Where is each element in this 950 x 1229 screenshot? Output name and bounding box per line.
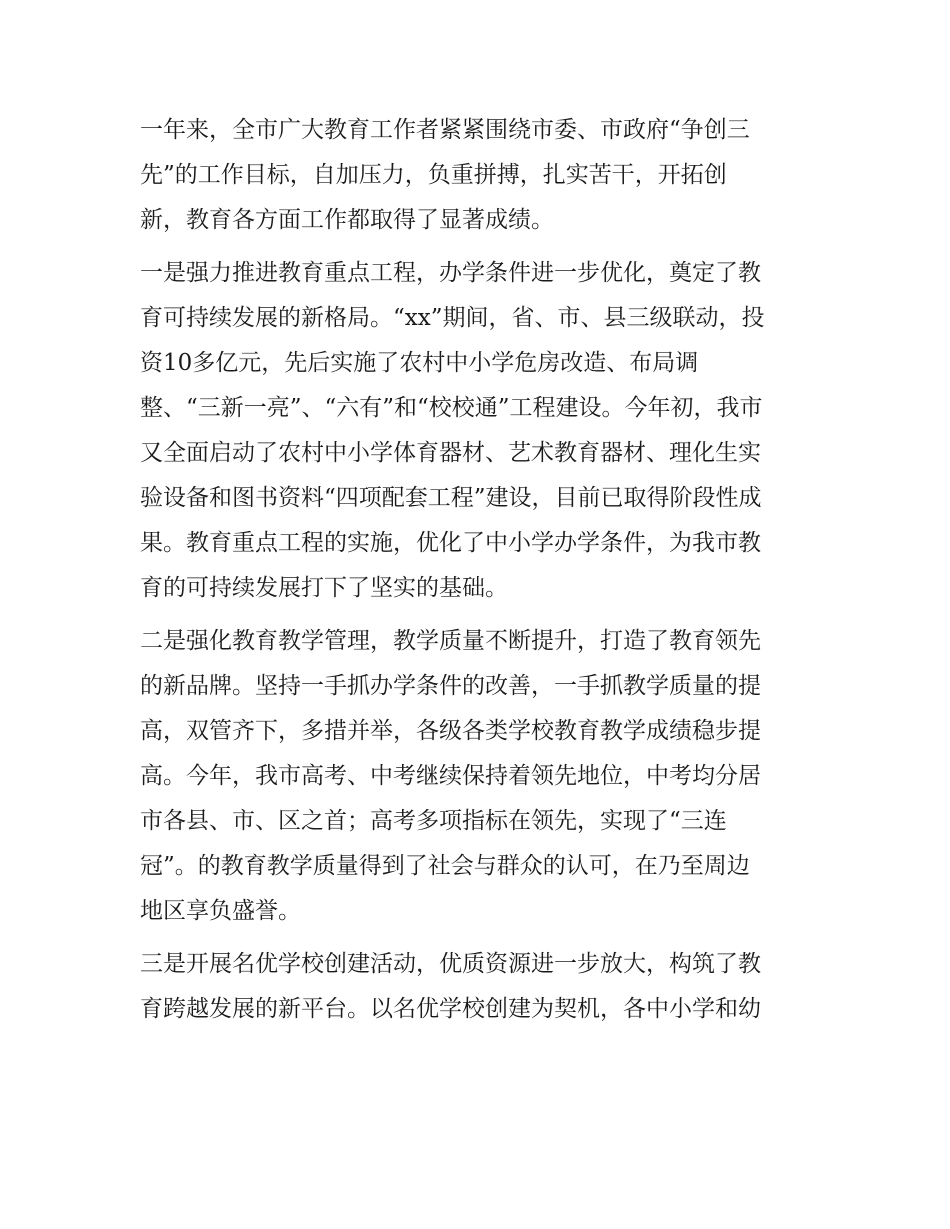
text-line: 高。今年，我市高考、中考继续保持着领先地位，中考均分居 [140,763,761,789]
text-line: 果。教育重点工程的实施，优化了中小学办学条件，为我市教 [140,530,761,556]
text-line: 又全面启动了农村中小学体育器材、艺术教育器材、理化生实 [140,440,761,466]
text-line: 市各县、市、区之首；高考多项指标在领先，实现了“三连 [140,808,727,834]
text-line: 资10多亿元，先后实施了农村中小学危房改造、布局调 [140,350,699,376]
paragraph-point-three [140,942,820,1032]
paragraph-point-one [140,251,820,611]
document-body [140,108,820,1032]
text-line: 育的可持续发展打下了坚实的基础。 [140,575,508,601]
text-line: 二是强化教育教学管理，教学质量不断提升，打造了教育领先 [140,628,761,654]
text-line: 一年来，全市广大教育工作者紧紧围绕市委、市政府“争创三 [140,117,750,143]
text-line: 育可持续发展的新格局。“xx”期间，省、市、县三级联动，投 [140,305,765,331]
text-line: 高，双管齐下，多措并举，各级各类学校教育教学成绩稳步提 [140,718,761,744]
text-line: 验设备和图书资料“四项配套工程”建设，目前已取得阶段性成 [140,485,762,511]
text-line: 冠”。的教育教学质量得到了社会与群众的认可，在乃至周边 [140,853,750,879]
paragraph-point-two [140,619,820,934]
paragraph-intro [140,108,820,243]
text-line: 整、“三新一亮”、“六有”和“校校通”工程建设。今年初，我市 [140,395,763,421]
text-line: 一是强力推进教育重点工程，办学条件进一步优化，奠定了教 [140,260,761,286]
text-line: 新，教育各方面工作都取得了显著成绩。 [140,207,554,233]
text-line: 三是开展名优学校创建活动，优质资源进一步放大，构筑了教 [140,951,761,977]
text-line: 的新品牌。坚持一手抓办学条件的改善，一手抓教学质量的提 [140,673,761,699]
text-line: 先”的工作目标，自加压力，负重拼搏，扎实苦干，开拓创 [140,162,727,188]
text-line: 地区享负盛誉。 [140,898,301,924]
text-line: 育跨越发展的新平台。以名优学校创建为契机，各中小学和幼 [140,996,761,1022]
